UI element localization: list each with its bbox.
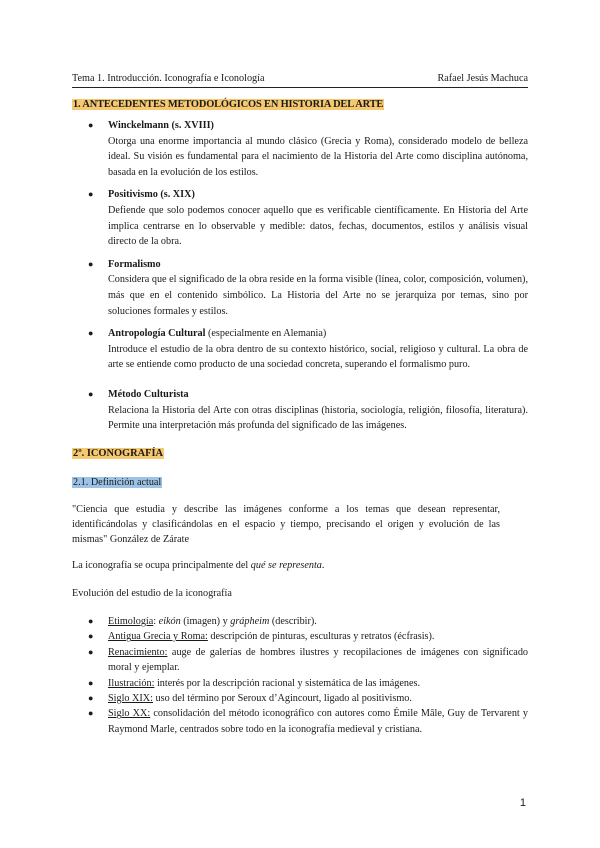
- list-item: [72, 691, 528, 706]
- item-title: Método Culturista: [108, 388, 189, 400]
- item-text: auge de galerías de hombres ilustres y recopilaciones de imágenes con significado moral y ejemplar.: [108, 646, 529, 674]
- item-title-suffix: (especialmente en Alemania): [205, 328, 327, 340]
- list-item: [72, 387, 528, 434]
- list-item: [72, 645, 528, 676]
- section-1-heading: 1. ANTECEDENTES METODOLÓGICOS EN HISTORIA DEL ARTE: [73, 99, 384, 110]
- item-text: Defiende que solo podemos conocer aquello que es verificable científicamente. En Historia del Arte implica centrarse en lo observable y medible: datos, fechas, documentos, estilos y análisis visual directo de la obra.: [108, 204, 528, 248]
- methodology-list: [72, 118, 528, 434]
- greek-term: grápheim: [230, 616, 270, 627]
- bullet-icon: ●: [88, 616, 94, 626]
- item-title: Winckelmann (s. XVIII): [108, 120, 214, 131]
- item-label: Siglo XX:: [108, 708, 151, 720]
- list-item: [72, 187, 528, 249]
- item-text: uso del término por Seroux d’Agincourt, ligado al positivismo.: [155, 693, 412, 705]
- list-item: [72, 676, 528, 691]
- evolution-intro: Evolución del estudio de la iconografía: [72, 588, 232, 599]
- greek-term: eikón: [158, 616, 181, 627]
- item-title: Antropología Cultural: [108, 328, 206, 340]
- header-author: Rafael Jesús Machuca: [437, 73, 528, 84]
- item-sep: :: [153, 616, 159, 627]
- item-text: descripción de pinturas, esculturas y retratos (écfrasis).: [210, 631, 435, 643]
- item-title: Positivismo (s. XIX): [108, 189, 195, 201]
- item-label: Antigua Grecia y Roma:: [108, 631, 208, 643]
- list-item: [72, 118, 528, 180]
- bullet-icon: ●: [88, 258, 94, 269]
- item-label: Renacimiento:: [108, 646, 168, 658]
- header-course-title: Tema 1. Introducción. Iconografía e Iconología: [72, 73, 265, 84]
- para-text-end: .: [321, 560, 325, 571]
- item-text: consolidación del método iconográfico con autores como Émile Mâle, Guy de Tervarent y Raymond Marle, centrados sobre todo en la iconografía medieval y cristiana.: [108, 708, 528, 735]
- bullet-icon: ●: [88, 646, 94, 657]
- list-item: [72, 257, 528, 319]
- item-label: Siglo XIX:: [108, 693, 153, 705]
- bullet-icon: ●: [88, 388, 94, 399]
- para-text: La iconografía se ocupa principalmente del: [72, 560, 251, 571]
- bullet-icon: ●: [88, 708, 94, 719]
- bullet-icon: ●: [88, 120, 94, 130]
- item-text: Otorga una enorme importancia al mundo clásico (Grecia y Roma), considerado modelo de belleza ideal. Su visión es fundamental para el nacimiento de la Historia del Arte como disciplina autónoma, basada en la evolución de los estilos.: [108, 135, 528, 178]
- bullet-icon: ●: [88, 631, 94, 642]
- para-emphasis: qué se representa: [250, 560, 322, 571]
- list-item: [72, 326, 528, 373]
- item-text: (describir).: [269, 616, 317, 627]
- page-header: [72, 73, 528, 88]
- list-item: [72, 629, 528, 644]
- item-text: Introduce el estudio de la obra dentro de su contexto histórico, social, religioso y cultural. La obra de arte se entiende como producto de una sociedad concreta, superando el formalismo puro.: [108, 343, 528, 371]
- evolution-list: [72, 614, 528, 737]
- list-item: [72, 706, 528, 737]
- list-item: [72, 614, 528, 629]
- item-text: Considera que el significado de la obra reside en la forma visible (línea, color, composición, volumen), más que en el contenido simbólico. La Historia del Arte no se jerarquiza por temas, sino por soluciones formales y estilos.: [108, 274, 528, 317]
- iconography-focus-paragraph: [72, 560, 324, 571]
- item-text: (imagen) y: [180, 616, 231, 627]
- bullet-icon: ●: [88, 677, 94, 688]
- item-label: Etimología: [108, 616, 154, 627]
- bullet-icon: ●: [88, 328, 94, 339]
- subsection-heading: 2.1. Definición actual: [73, 477, 162, 488]
- item-text: Relaciona la Historia del Arte con otras disciplinas (historia, sociología, religión, filosofía, literatura). Permite una interpretación más profunda del significado de las imágenes.: [108, 404, 528, 432]
- bullet-icon: ●: [88, 189, 94, 200]
- page-number: 1: [519, 797, 526, 809]
- bullet-icon: ●: [88, 693, 94, 704]
- item-label: Ilustración:: [108, 677, 155, 689]
- item-title: Formalismo: [108, 258, 161, 270]
- item-text: interés por la descripción racional y sistemática de las imágenes.: [156, 677, 421, 689]
- definition-quote: "Ciencia que estudia y describe las imágenes conforme a los temas que desean representar, identificándolas y clasificándolas en el espacio y tiempo, precisando el origen y evolución de las mismas" González de Zárate: [72, 504, 500, 545]
- section-2-heading: 2º. ICONOGRAFÍA: [73, 448, 164, 459]
